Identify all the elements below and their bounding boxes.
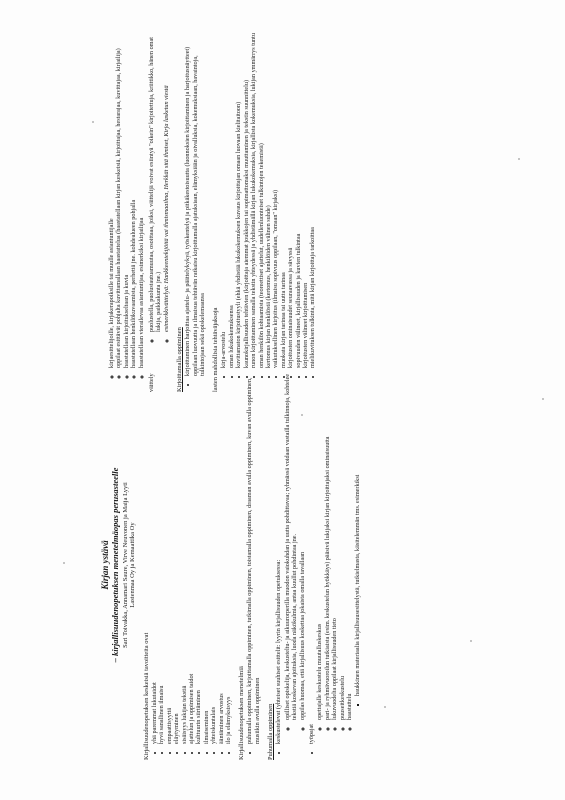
list-item xyxy=(346,370,362,720)
list-item: ◦ kirjaesittelijoille, kirjakerapoiksille tai muulle asiantuntijalle xyxy=(108,32,115,368)
doc-title: Kirjan ystävä xyxy=(100,540,110,590)
list-item-text: työpajat xyxy=(307,724,315,744)
list-item: • kirjoitusten välineet kirjoittamisen xyxy=(302,32,309,368)
list-item: • vaikutuksellinen kirjoitus (ilmaisu sopivuus oppilaan, "omaan" kirjaksi) xyxy=(272,32,279,368)
list-item-text: keskustelevat (yhteiset suuhiset esittelit: lyyrin kirjallisuuden opetuksessa: xyxy=(275,559,283,744)
list-item: • kertomus kirjan henkilöstä (kertomus, henkilöiden välinen suhde) xyxy=(265,32,272,368)
aims-list xyxy=(151,370,232,760)
haastattelu-sublist xyxy=(354,370,361,720)
methods-list xyxy=(246,370,261,760)
lasten-list xyxy=(220,32,316,392)
doc-publisher: Lastenmaa Oy ja Kemaattika Oy xyxy=(129,522,136,608)
list-item: • hyvä sanallinen ilmaisu xyxy=(158,370,165,744)
list-item: • muokata kirjan tarinaa tai uutta tarinaa xyxy=(280,32,287,368)
vaittely-list xyxy=(148,32,170,342)
list-item: • sopivuuden välineet, kirjallisuuden ja kuvien tulkintaa xyxy=(295,32,302,368)
list-item: • kirjoittaminen harjoittaa ajattelu- ja päättelykykyä, työskentelyä ja pitkäkestoisuutta (luonnoksien kirjoittaminen ja harjoitusnäytteet) oppilaan luovuutta ja ilmaisua tehtävän ratkaisu kirjoittamalla ajatuksiaan, elämyksiään ja oivalluksia, kokemuksiaan, havaintoja, tulkintojaan sekä opiskelemaansa xyxy=(184,32,206,376)
list-item: ◦ lukuvuodelta oppilaat kirjallisuuden tieto xyxy=(331,370,338,720)
aims-heading: Kirjallisuudenopetuksen keskeisiä tavoitteita ovat xyxy=(143,632,150,760)
list-item: ◦ puuseitkeskustelu xyxy=(339,370,346,720)
scan-speck xyxy=(384,706,386,708)
list-item: • eläytyminen xyxy=(173,370,180,744)
kirjoittamalla-list xyxy=(184,32,206,392)
lasten-heading: lasten mahdollisia tehtäväjaksoja xyxy=(212,307,220,392)
doc-subtitle: – kirjallisuudenopetuksen menetelmäopas perusasteelle xyxy=(110,467,120,663)
list-item: ◦ haastatellaan henkilökuvaamista, perhettä jne. kohdealueen pohjalla xyxy=(130,32,137,368)
list-item: • empaattisyyttä xyxy=(166,370,173,744)
list-item: ◦ opilliset opiskelija, keskusteltu- ja aikuurorperilla muodon vaiokuhdan ja uutta pohdittavaa; ryhmässä voidaan vastailla tulkinnoja, kohtelee tekstiä koskevan ajoituksia, luoda näkökulmia, antaa kuullut pohdintaa jne. xyxy=(284,370,299,720)
list-item: ◦ oppilaat esittävät pohjalta kuvittamallaan haastattelua (haastatellaan kirjan keskeisiä, kirjoittajaa, hestarajaa, kuvittajaa, kirjailija) xyxy=(115,32,122,368)
list-item: ◦ haastatellaan kirjoitukseltaan ja kuvia xyxy=(123,32,130,368)
kirjoittamalla-heading: Kirjoittamalla oppiminen xyxy=(176,327,184,392)
list-item: • oman henkilön kohtaamista (teoreettiset ajattelut, uudellenluonteiset tulkintojen tekemistä) xyxy=(258,32,265,368)
list-item: • kaunokirjallisuuden tehtävien (kirjoittaja aiemmat joukkojen tai sopimattomaksi muuttaminen ja tekstin suunnittelu) xyxy=(243,32,250,368)
list-item: • sisäisyys lukijan tekstiä xyxy=(181,370,188,744)
scan-speck xyxy=(470,640,472,642)
list-item: ◦ oppilas huomaa, että kirjallisuus koskettaa jokaista omalla tavallaan xyxy=(299,370,306,720)
list-item: • ääntäminen arvostus xyxy=(218,370,225,744)
list-item: • kirjoitusten ominaisuudet seuraavassa ja sävyssä xyxy=(287,32,294,368)
left-column xyxy=(100,370,364,760)
scan-speck xyxy=(542,398,544,400)
list-item: • mielikuvituksen tulkinta, mitä kirjan kirjoittaja tarkoittaa xyxy=(309,32,316,368)
list-item xyxy=(308,370,362,744)
scan-speck xyxy=(518,158,520,160)
list-item: • runon kirjoittaminen samalla tekstin yhteydessä ja yhdistämällä kirjan lukukokemuksia, kirjallista kokemuksia, lukijan ymmärrys tuntu xyxy=(250,32,257,368)
list-item: • ilmaiseminen xyxy=(203,370,210,744)
vaittely-row xyxy=(148,32,170,392)
list-item: ◦ pari- ja ryhmävuoroilun tutkiaista (esim. keskustelun hyökkäys) pääsivä lukijaksi kirjan kirjoittajaksi ominaisuutta xyxy=(324,370,331,720)
methods-heading: Kirjallisuudenopetuksen menetelmiä xyxy=(238,666,246,760)
list-item xyxy=(275,370,306,744)
list-item: ▪ haukkinen materiaalia kirjallisuusesittelystä, tutkielmasta, käsitelemmän tms. esimerkiksi xyxy=(354,370,361,696)
vaittely-label: väittely xyxy=(148,373,156,392)
list-item-text: haastattelu xyxy=(345,693,353,720)
list-item: • oman lukukokemuksensa xyxy=(228,32,235,368)
scan-speck xyxy=(63,562,65,564)
list-item: • puhumalla oppiminen, kirjoittamalla oppiminen, tutkimalla oppiminen, toistamalla oppiminen, draaman avulla oppiminen, kuvan avulla oppiminen, musiikin avulla oppiminen xyxy=(246,370,261,744)
puhumalla-heading: Puhumalla oppiminen xyxy=(267,703,275,760)
list-item: ◦ opettajalle keskustelu muutalluskeskus xyxy=(316,370,323,720)
keskustelu-sublist xyxy=(284,370,306,744)
list-item: • kirja-arvostelu xyxy=(220,32,227,368)
puhumalla-list xyxy=(275,370,361,760)
list-item: • ajattelun ja oppimisen taidot xyxy=(188,370,195,744)
list-item: • ilo ja elämyksisyys xyxy=(225,370,232,744)
tyopajat-sublist xyxy=(316,370,361,744)
doc-authors: Sari Toivakka, Annamari Saure, Virve Neuvonen ja Maija Lyyti xyxy=(122,482,129,648)
list-item: • yhteiskuntalais xyxy=(210,370,217,744)
list-item: ◦ esimerkkiväittelyä: Hankkeentekijöitä vai ihmismaailma, Herkkät sitä ihmiset, Kirja lasketun viestä xyxy=(163,32,170,332)
list-item: ◦ haastatellaan vierailevaa asiantuntijaa, esimerkiksi kirjailijaa xyxy=(138,32,145,368)
right-column xyxy=(107,32,319,392)
top-list xyxy=(108,32,145,392)
list-item: ◦ puolustella, puolustautuamuutaa, osoittaaa, joiksi, väittelijä voivat esiintyä "oikein" kirjoitettuja, kriittikko, hänen omat lukija, paikkakunta jne.) xyxy=(148,32,163,332)
list-item: • kulttuurin siirtäminen xyxy=(195,370,202,744)
list-item: • yhä paremmat lukutaidot xyxy=(151,370,158,744)
scan-speck xyxy=(92,121,94,123)
list-item: • kuvittamaton kirjoitustyyli (ehkä yhdistää lukukokemuksen kuvaus kirjoittajan omaan luovaan kielitaitoon) xyxy=(235,32,242,368)
